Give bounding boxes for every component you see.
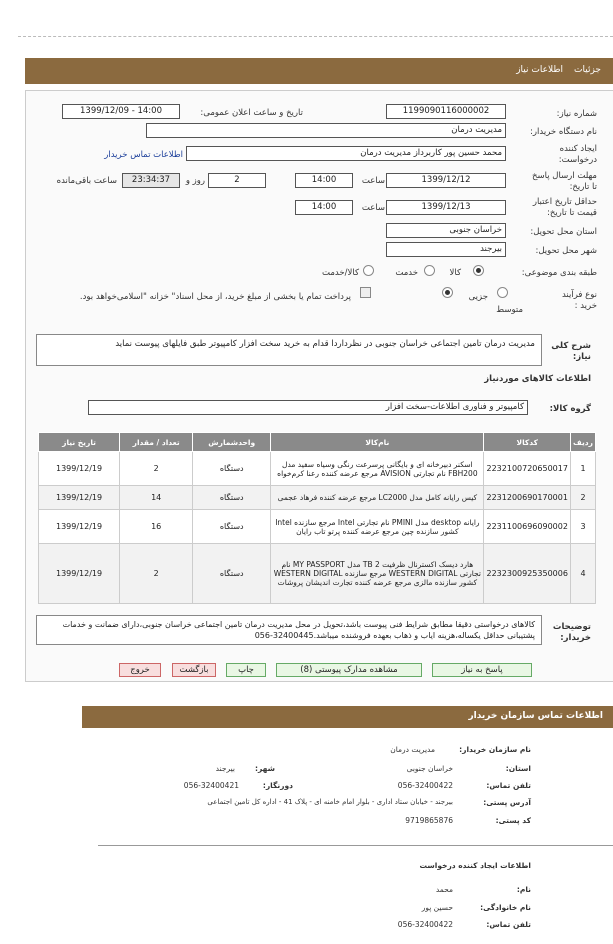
category-goods-label: کالا [449, 268, 461, 278]
creator-field: محمد حسین پور کاربرداز مدیریت درمان [186, 146, 506, 161]
top-divider [18, 36, 613, 37]
announce-field: 1399/12/09 - 14:00 [62, 104, 180, 119]
validity-label: حداقل تاریخ اعتبار قیمت تا تاریخ: [532, 197, 597, 218]
deadline-hour-label: ساعت [361, 176, 385, 186]
contact-header [82, 706, 613, 728]
city-label: شهر محل تحویل: [535, 246, 597, 256]
col-date: تاریخ نیاز [39, 433, 120, 452]
city-field: بیرجند [386, 242, 506, 257]
category-both-radio[interactable] [363, 265, 374, 276]
description-label: شرح کلی نیاز: [551, 341, 591, 362]
process-medium-label: متوسط [496, 305, 523, 315]
deadline-date-field: 1399/12/12 [386, 173, 506, 188]
row-qty: 2 [120, 544, 193, 604]
tab-need-info[interactable]: اطلاعات نیاز [516, 65, 563, 75]
contact-postal: 9719865876 [405, 816, 453, 825]
goods-group-field: کامپیوتر و فناوری اطلاعات-سخت افزار [88, 400, 528, 415]
col-unit: واحدشمارش [193, 433, 271, 452]
buyer-notes-label: توضیحات خریدار: [552, 622, 591, 643]
table-row[interactable] [39, 452, 596, 486]
row-name: کیس رایانه کامل مدل LC2000 مرجع عرضه کننده فرهاد عجمی [271, 486, 484, 510]
table-row[interactable] [39, 486, 596, 510]
row-index: 3 [570, 510, 595, 544]
buyer-contact-link[interactable]: اطلاعات تماس خریدار [104, 150, 183, 160]
province-label: استان محل تحویل: [530, 227, 597, 237]
attachments-button[interactable]: مشاهده مدارک پیوستی (8) [276, 663, 422, 677]
remaining-label: ساعت باقی‌مانده [56, 176, 117, 186]
section-divider [98, 845, 613, 846]
buyer-notes-box: کالاهای درخواستی دقیقا مطابق شرایط فنی پیوست باشد،تحویل در محل مدیریت درمان تامین اجتماعی خراسان جنوبی،دارای ضمانت و خدمات پشتیبانی حداقل یکساله،هزینه ایاب و ذهاب بعهده فروشنده میباشد.32400445-056 [36, 615, 542, 645]
creator-label: ایجاد کننده درخواست: [558, 144, 597, 165]
contact-province: خراسان جنوبی [406, 764, 453, 773]
requester-phone: 056-32400422 [397, 920, 453, 929]
contact-fax-label: دورنگار: [262, 781, 293, 790]
announce-label: تاریخ و ساعت اعلان عمومی: [200, 108, 303, 118]
goods-table [38, 432, 596, 604]
row-name: اسکنر دبیرخانه ای و بایگانی پرسرعت رنگی وسیاه سفید مدل FBH200 نام تجارتی AVISION مرجع عرضه کننده رعنا کرم‌خواه [271, 452, 484, 486]
row-index: 2 [570, 486, 595, 510]
need-number-field: 1199090116000002 [386, 104, 506, 119]
process-label: نوع فرآیند خرید : [561, 290, 597, 311]
exit-button[interactable]: خروج [119, 663, 161, 677]
col-code: کدکالا [484, 433, 571, 452]
remaining-time-field: 23:34:37 [122, 173, 180, 188]
requester-phone-label: تلفن تماس: [486, 920, 531, 929]
row-index: 1 [570, 452, 595, 486]
contact-postal-label: کد پستی: [495, 816, 531, 825]
table-row[interactable] [39, 544, 596, 604]
validity-date-field: 1399/12/13 [386, 200, 506, 215]
row-date: 1399/12/19 [39, 452, 120, 486]
goods-group-label: گروه کالا: [549, 404, 591, 414]
buyer-name-field: مدیریت درمان [146, 123, 506, 138]
process-minor-radio[interactable] [497, 287, 508, 298]
row-code: 2231200690170001 [484, 486, 571, 510]
province-field: خراسان جنوبی [386, 223, 506, 238]
treasury-note: پرداخت تمام یا بخشی از مبلغ خرید، از محل اسناد" خزانه "اسلامی‌خواهد بود. [79, 292, 351, 302]
row-unit: دستگاه [193, 452, 271, 486]
col-qty: تعداد / مقدار [120, 433, 193, 452]
requester-name: محمد [435, 885, 453, 894]
contact-phone-label: تلفن تماس: [486, 781, 531, 790]
validity-hour-label: ساعت [361, 203, 385, 213]
need-number-label: شماره نیاز: [556, 109, 597, 119]
category-label: طبقه بندی موضوعی: [521, 268, 597, 278]
description-box: مدیریت درمان تامین اجتماعی خراسان جنوبی در نظرداردا قدام به خرید سخت افزار کامپیوتر طبق فایلهای پیوست نماید [36, 334, 542, 366]
requester-family-label: نام خانوادگی: [480, 903, 531, 912]
page-header [25, 58, 613, 84]
deadline-label: مهلت ارسال پاسخ تا تاریخ: [532, 171, 597, 192]
contact-city-label: شهر: [255, 764, 275, 773]
category-service-radio[interactable] [424, 265, 435, 276]
col-name: نام‌کالا [271, 433, 484, 452]
row-code: 2232300925350006 [484, 544, 571, 604]
contact-title: اطلاعات تماس سازمان خریدار [468, 711, 603, 721]
contact-address-label: آدرس پستی: [483, 798, 531, 807]
requester-name-label: نام: [516, 885, 531, 894]
col-index: ردیف [570, 433, 595, 452]
contact-province-label: استان: [505, 764, 531, 773]
validity-time-field: 14:00 [295, 200, 353, 215]
row-unit: دستگاه [193, 544, 271, 604]
buyer-name-label: نام دستگاه خریدار: [530, 127, 597, 137]
row-name: هارد دیسک اکسترنال ظرفیت 2 TB مدل MY PASSPORT نام تجارتی WESTERN DIGITAL مرجع سازنده WESTERN DIGITAL کشور سازنده مالزی مرجع عرضه کننده تجارت اندیشان پروشات [271, 544, 484, 604]
deadline-time-field: 14:00 [295, 173, 353, 188]
row-unit: دستگاه [193, 486, 271, 510]
days-field: 2 [208, 173, 266, 188]
goods-table-header [39, 433, 596, 452]
back-button[interactable]: بازگشت [172, 663, 216, 677]
days-label: روز و [185, 176, 205, 186]
process-medium-radio[interactable] [442, 287, 453, 298]
requester-family: حسین پور [421, 903, 453, 912]
row-code: 2232100720650017 [484, 452, 571, 486]
contact-address: بیرجند - خیابان ستاد اداری - بلوار امام خامنه ای - پلاک 41 - اداره کل تامین اجتماعی [207, 798, 453, 806]
contact-org-label: نام سازمان خریدار: [459, 745, 531, 754]
process-minor-label: جزیی [468, 292, 488, 302]
row-date: 1399/12/19 [39, 544, 120, 604]
table-row[interactable] [39, 510, 596, 544]
reply-button[interactable]: پاسخ به نیاز [432, 663, 532, 677]
row-qty: 2 [120, 452, 193, 486]
tab-details[interactable]: جزئیات [574, 65, 601, 75]
contact-city: بیرجند [215, 764, 235, 773]
contact-phone: 056-32400422 [397, 781, 453, 790]
row-index: 4 [570, 544, 595, 604]
category-service-label: خدمت [395, 268, 418, 278]
contact-fax: 056-32400421 [183, 781, 239, 790]
row-date: 1399/12/19 [39, 510, 120, 544]
category-goods-radio[interactable] [473, 265, 484, 276]
row-date: 1399/12/19 [39, 486, 120, 510]
treasury-checkbox[interactable] [360, 287, 371, 298]
category-both-label: کالا/خدمت [322, 268, 359, 278]
row-code: 2231100696090002 [484, 510, 571, 544]
row-unit: دستگاه [193, 510, 271, 544]
contact-org: مدیریت درمان [390, 745, 435, 754]
print-button[interactable]: چاپ [226, 663, 266, 677]
row-qty: 16 [120, 510, 193, 544]
goods-title: اطلاعات کالاهای موردنیاز [484, 374, 591, 384]
row-name: رایانه desktop مدل PMINI نام تجارتی Intel مرجع سازنده Intel کشور سازنده چین مرجع عرضه کننده پرتو تاب رایان [271, 510, 484, 544]
requester-title: اطلاعات ایجاد کننده درخواست [419, 861, 531, 870]
row-qty: 14 [120, 486, 193, 510]
